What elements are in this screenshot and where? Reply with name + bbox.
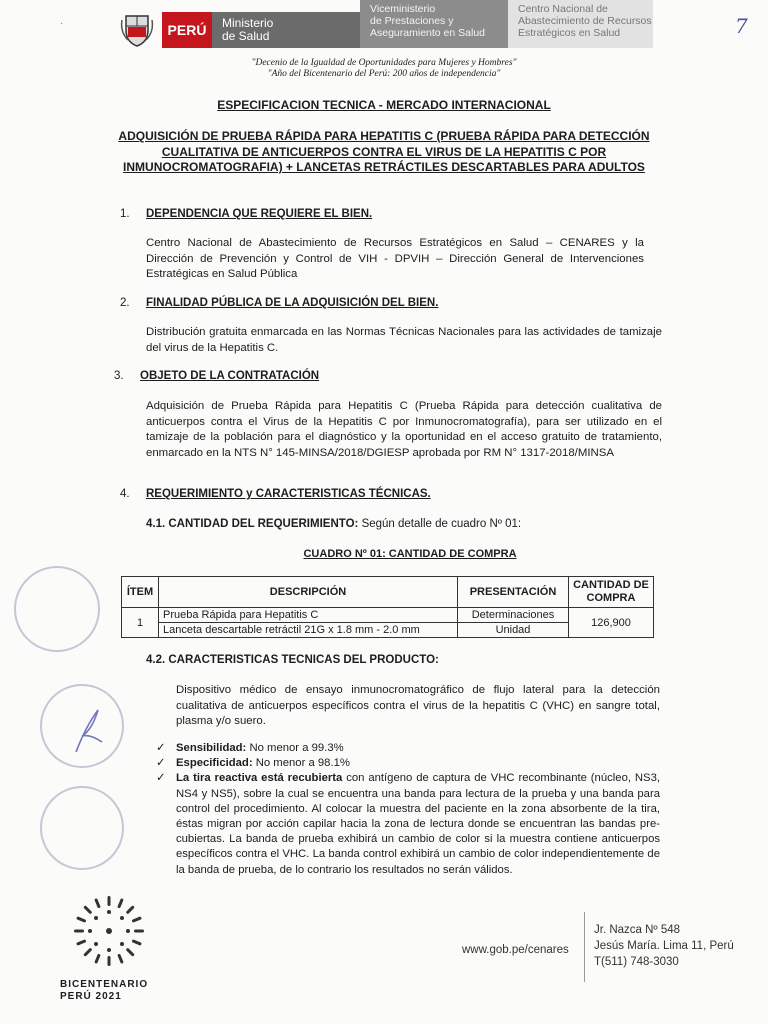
official-stamp-icon: [40, 786, 124, 870]
characteristics-list: [156, 741, 661, 878]
footer-divider: [584, 912, 585, 982]
bicentenario-label: BICENTENARIO: [60, 979, 149, 990]
motto-line-2: "Año del Bicentenario del Perú: 200 años de independencia": [267, 69, 501, 79]
list-item: ✓ Especificidad: No menor a 98.1%: [176, 756, 660, 771]
section-2-text: Distribución gratuita enmarcada en las Normas Técnicas Nacionales para las actividades de tamizaje del virus de la Hepatitis C.: [146, 326, 662, 354]
section-4-2-heading: 4.2. CARACTERISTICAS TECNICAS DEL PRODUCTO:: [146, 654, 439, 666]
bicentenario-logo-icon: [60, 888, 158, 974]
section-1-text: Centro Nacional de Abastecimiento de Recursos Estratégicos en Salud – CENARES y la Dirección de Prevención y Control de VIH - DPVIH – Dirección General de Intervenciones Estratégicas en Salud Pública: [146, 237, 644, 280]
row-description: Lanceta descartable retráctil 21G x 1.8 mm - 2.0 mm: [159, 623, 458, 638]
scan-dot: ·: [60, 18, 64, 29]
row-description: Prueba Rápida para Hepatitis C: [159, 608, 458, 623]
purchase-quantity: 126,900: [569, 608, 654, 638]
header-description: DESCRIPCIÓN: [159, 577, 458, 608]
table-row: [122, 608, 654, 623]
table-caption: CUADRO Nº 01: CANTIDAD DE COMPRA: [303, 548, 517, 560]
website-link[interactable]: www.gob.pe/cenares: [462, 944, 569, 956]
row-presentation: Determinaciones: [458, 608, 569, 623]
section-4-2-text: Dispositivo médico de ensayo inmunocromatográfico de flujo lateral para la detección cualitativa de anticuerpos específicos contra el virus de la hepatitis C (VHC) en sangre total, plasma y/o suero.: [176, 684, 660, 727]
checkmark-icon: ✓: [156, 757, 166, 770]
signature-icon: [68, 706, 108, 756]
row-presentation: Unidad: [458, 623, 569, 638]
section-1-heading: 1. DEPENDENCIA QUE REQUIERE EL BIEN.: [120, 208, 373, 220]
ministry-box: Ministerio de Salud: [212, 12, 360, 48]
motto-line-1: "Decenio de la Igualdad de Oportunidades para Mujeres y Hombres": [251, 58, 517, 68]
section-4-heading: 4. REQUERIMIENTO y CARACTERISTICAS TÉCNICAS.: [120, 488, 431, 500]
footer-address: Jr. Nazca Nº 548 Jesús María. Lima 11, Perú T(511) 748-3030: [594, 924, 734, 968]
checkmark-icon: ✓: [156, 742, 166, 754]
official-stamp-icon: [14, 566, 100, 652]
list-item: ✓ La tira reactiva está recubierta con antígeno de captura de VHC recombinante (núcleo, NS3, NS4 y NS5), sobre la cual se encuentra una banda para lectura de la prueba y una banda para control del procedimiento. Al colocar la muestra del paciente en la zona absorbente de la tira, éstas migran por acción capilar hacia la zona de lectura donde se encuentran las bandas pre-cubiertas. La banda de prueba exhibirá un cambio de color si la muestra contiene anticuerpos específicos contra el VHC. La banda control exhibirá un cambio de color independientemente de la banda de prueba, de lo contrario los resultados no serán válidos.: [156, 772, 661, 876]
peru-logo-box: PERÚ: [162, 12, 212, 48]
section-4-1: 4.1. CANTIDAD DEL REQUERIMIENTO: Según detalle de cuadro Nº 01:: [146, 518, 522, 530]
list-item: ✓ Sensibilidad: No menor a 99.3%: [176, 741, 660, 756]
quantity-table: [121, 576, 654, 638]
table-header-row: [122, 577, 654, 608]
section-3-text: Adquisición de Prueba Rápida para Hepatitis C (Prueba Rápida para detección cualitativa de anticuerpos contra el Virus de la Hepatitis C por Inmunocromatografía), para ser utilizado en el tamizaje de la población para el diagnóstico y la oportunidad en el acceso gratuito de tratamiento, enmarcado en la NTS N° 145-MINSA/2018/DGIESP aprobada por RM N° 1317-2018/MINSA: [146, 400, 662, 459]
checkmark-icon: ✓: [156, 772, 166, 785]
cenares-box: Centro Nacional de Abastecimiento de Recursos Estratégicos en Salud: [508, 0, 653, 48]
item-number: 1: [122, 608, 159, 638]
peru-coat-of-arms-icon: [118, 10, 156, 48]
document-subtitle: ADQUISICIÓN DE PRUEBA RÁPIDA PARA HEPATITIS C (PRUEBA RÁPIDA PARA DETECCIÓN CUALITATIVA DE ANTICUERPOS CONTRA EL VIRUS DE LA HEPATITIS C POR INMUNOCROMATOGRAFIA) + LANCETAS RETRÁCTILES DESCARTABLES PARA ADULTOS: [118, 129, 650, 174]
section-3-heading: 3. OBJETO DE LA CONTRATACIÓN: [114, 370, 320, 382]
handwritten-page-mark: 7: [735, 14, 748, 38]
header-presentation: PRESENTACIÓN: [458, 577, 569, 608]
section-2-heading: 2. FINALIDAD PÚBLICA DE LA ADQUISICIÓN DEL BIEN.: [120, 297, 439, 309]
peru-2021-label: PERÚ 2021: [60, 991, 122, 1002]
document-title: ESPECIFICACION TECNICA - MERCADO INTERNACIONAL: [217, 98, 551, 112]
header-quantity: CANTIDAD DE COMPRA: [569, 577, 654, 608]
header-item: ÍTEM: [122, 577, 159, 608]
viceministry-box: Viceministerio de Prestaciones y Aseguramiento en Salud: [360, 0, 508, 48]
